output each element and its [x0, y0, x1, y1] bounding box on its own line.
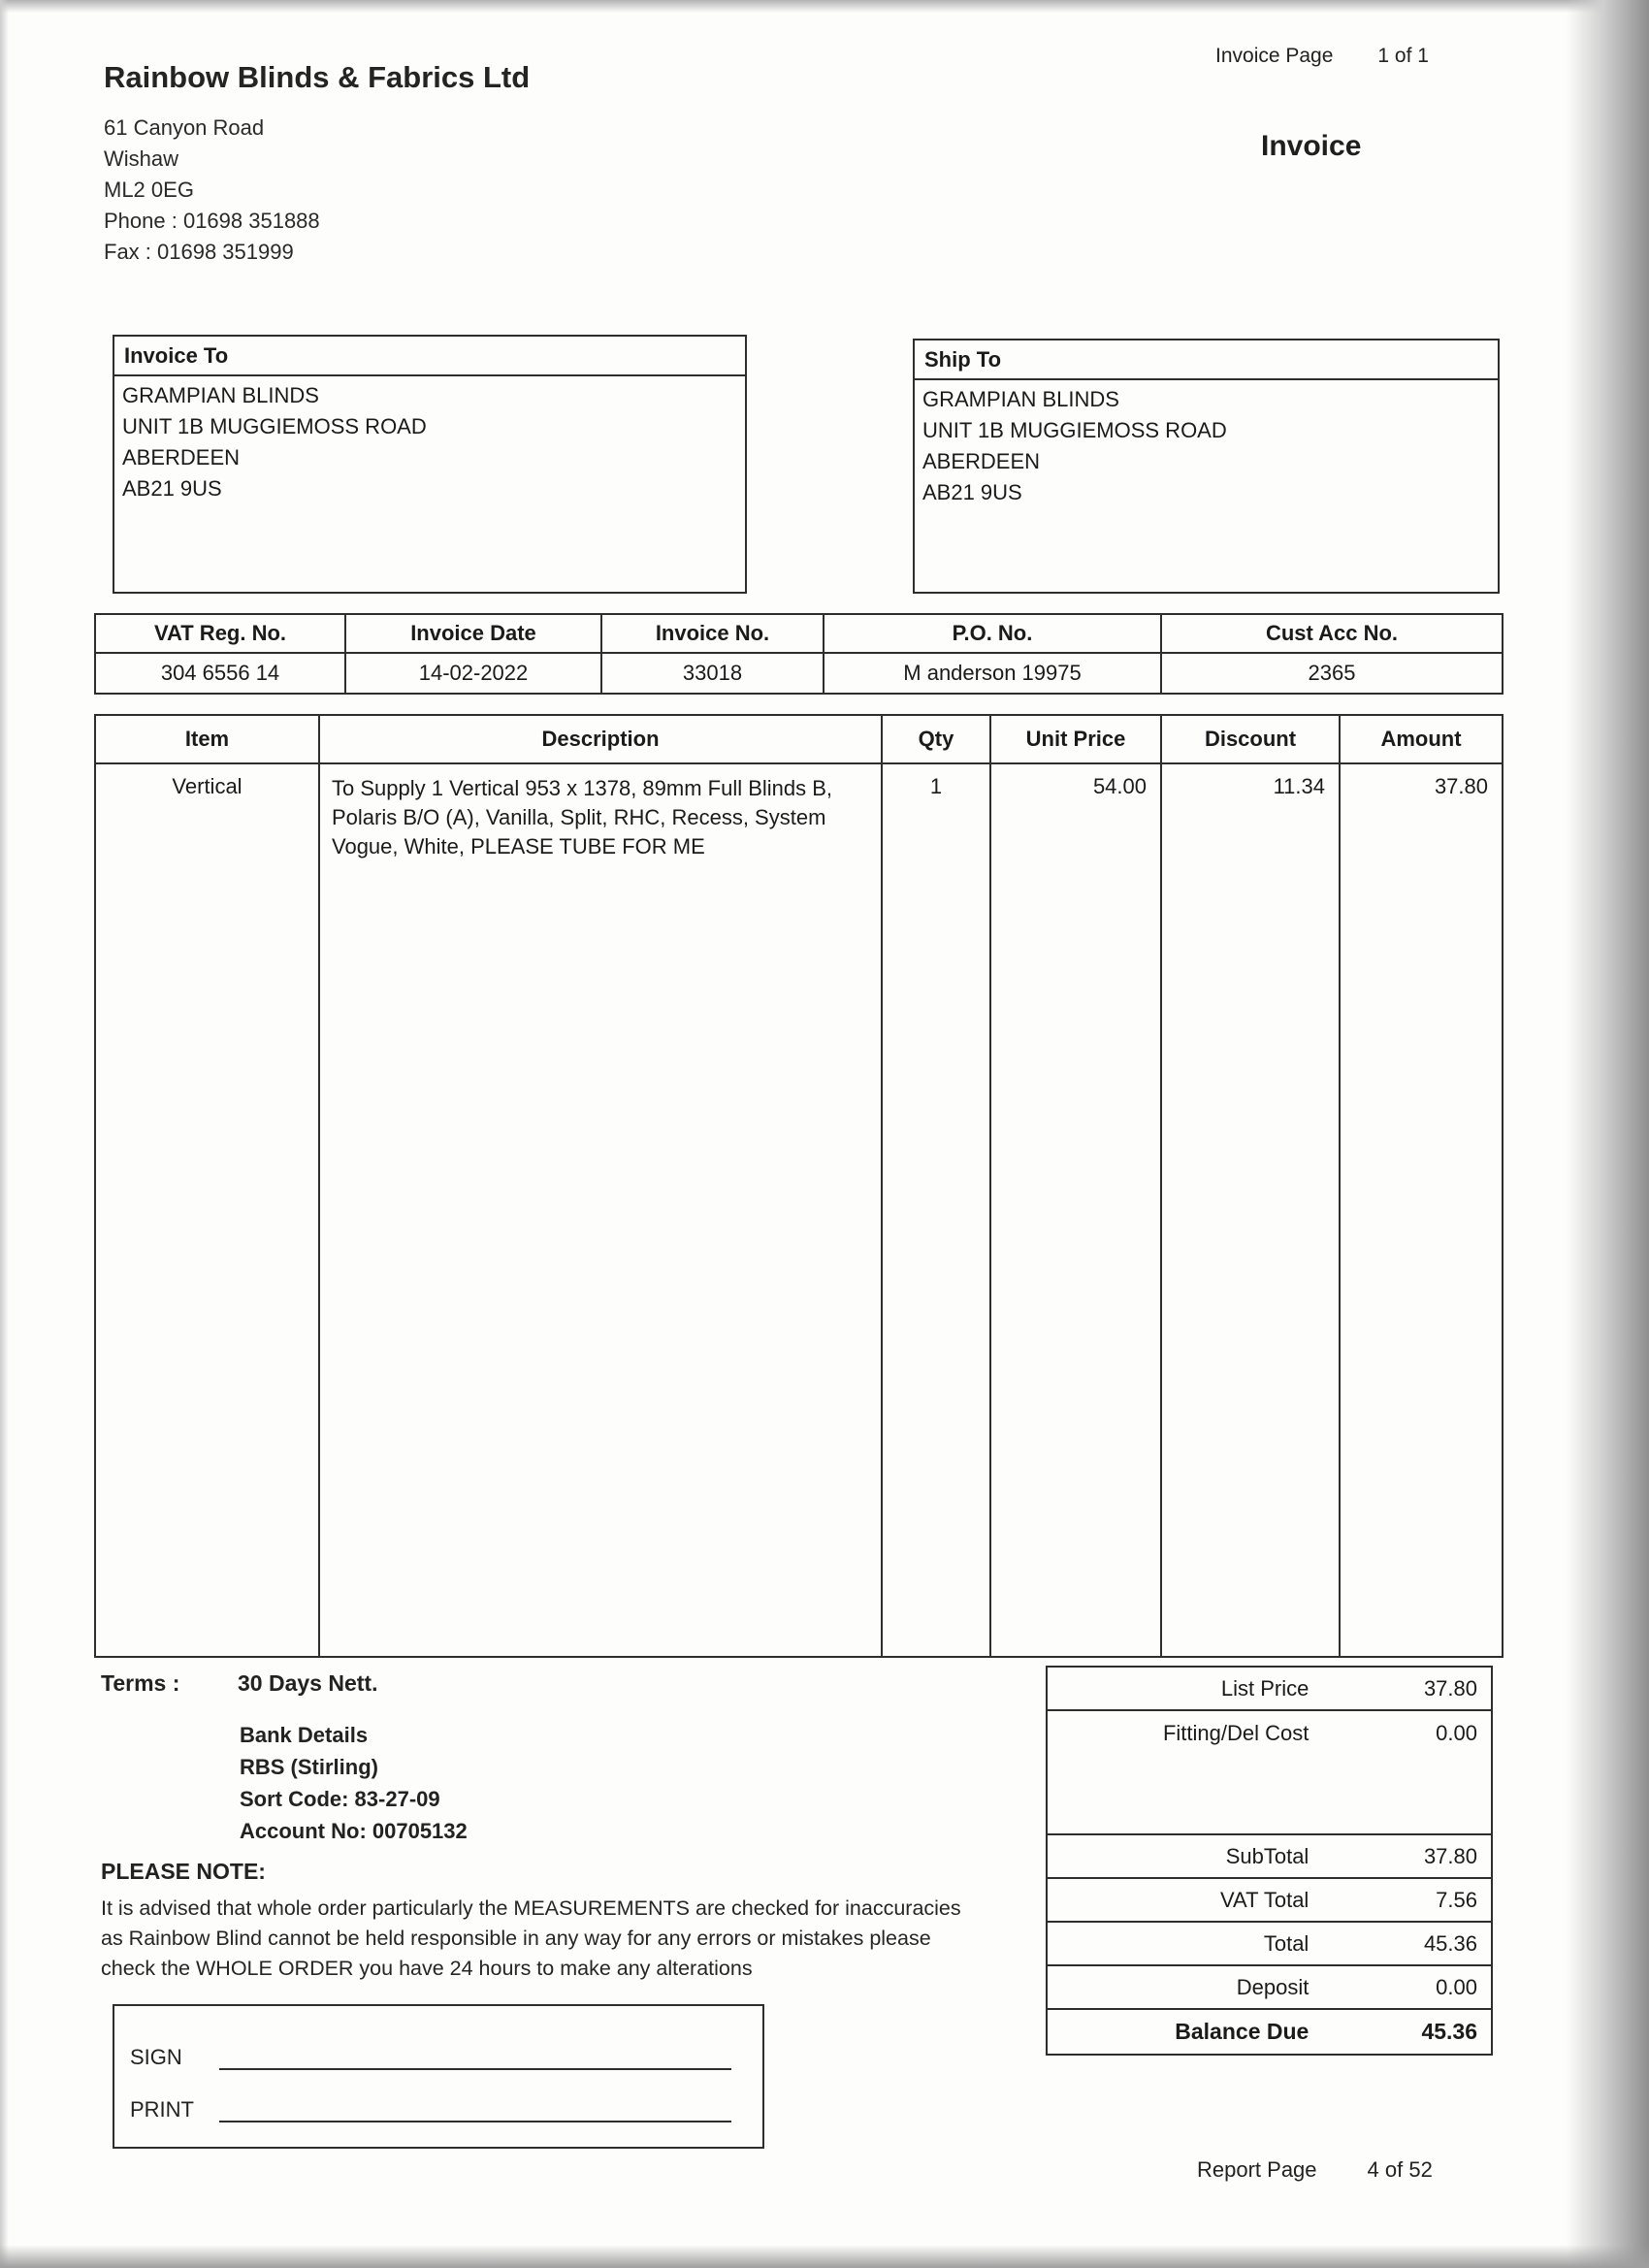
print-label: PRINT — [130, 2097, 194, 2122]
item-cell-unit-price: 54.00 — [991, 764, 1162, 1656]
bank-sort-code: Sort Code: 83-27-09 — [240, 1787, 440, 1811]
bank-details — [240, 1719, 468, 1847]
company-address-line1: 61 Canyon Road — [104, 115, 265, 140]
items-header-discount: Discount — [1162, 716, 1341, 762]
company-address-line3: ML2 0EG — [104, 178, 194, 202]
item-cell-description: To Supply 1 Vertical 953 x 1378, 89mm Full Blinds B, Polaris B/O (A), Vanilla, Split, RHC, Recess, System Vogue, White, PLEASE TUBE FOR ME — [320, 764, 883, 1656]
items-header-row — [96, 716, 1502, 764]
item-cell-discount: 11.34 — [1162, 764, 1341, 1656]
company-address — [104, 113, 320, 268]
info-value-cust-acc: 2365 — [1308, 661, 1356, 685]
bank-details-title: Bank Details — [240, 1723, 369, 1747]
totals-row-list-price — [1048, 1668, 1491, 1711]
company-phone: Phone : 01698 351888 — [104, 209, 320, 233]
invoice-page-info — [1215, 45, 1429, 68]
print-row — [130, 2080, 743, 2122]
invoice-to-line: UNIT 1B MUGGIEMOSS ROAD — [122, 414, 427, 438]
totals-row-total — [1048, 1923, 1491, 1966]
items-header-qty: Qty — [883, 716, 991, 762]
ship-to-line: ABERDEEN — [922, 449, 1041, 473]
totals-row-vat — [1048, 1879, 1491, 1923]
totals-row-subtotal — [1048, 1835, 1491, 1879]
items-header-amount: Amount — [1380, 727, 1462, 751]
company-name: Rainbow Blinds & Fabrics Ltd — [104, 60, 531, 94]
info-header-vat-reg: VAT Reg. No. — [96, 615, 346, 654]
item-cell-amount: 37.80 — [1434, 774, 1488, 798]
deposit-label: Deposit — [1236, 1974, 1310, 1999]
total-value: 45.36 — [1423, 1930, 1477, 1956]
terms-label: Terms : — [101, 1670, 180, 1696]
info-header-invoice-date: Invoice Date — [346, 615, 602, 654]
total-label: Total — [1263, 1930, 1310, 1956]
report-page-value: 4 of 52 — [1367, 2157, 1433, 2182]
info-table-value-row — [96, 654, 1502, 693]
sign-label: SIGN — [130, 2045, 182, 2069]
item-cell-qty: 1 — [883, 764, 991, 1656]
items-header-item: Item — [96, 716, 320, 762]
ship-to-line: UNIT 1B MUGGIEMOSS ROAD — [922, 418, 1227, 442]
vat-total-label: VAT Total — [1220, 1887, 1310, 1912]
balance-due-label: Balance Due — [1175, 2019, 1310, 2044]
deposit-value: 0.00 — [1436, 1974, 1477, 1999]
totals-row-fitting — [1048, 1711, 1491, 1755]
signature-box — [113, 2004, 764, 2149]
scan-edge-right — [1567, 0, 1649, 2268]
ship-to-line: AB21 9US — [922, 480, 1022, 504]
totals-spacer — [1048, 1755, 1491, 1835]
invoice-to-address — [114, 376, 745, 508]
invoice-page-value: 1 of 1 — [1377, 45, 1429, 67]
subtotal-label: SubTotal — [1225, 1843, 1310, 1868]
scan-edge-bottom — [0, 2245, 1649, 2268]
fitting-value: 0.00 — [1436, 1720, 1477, 1745]
company-fax: Fax : 01698 351999 — [104, 240, 294, 264]
info-table-header-row — [96, 615, 1502, 654]
info-value-vat-reg: 304 6556 14 — [96, 654, 346, 693]
invoice-to-box — [113, 335, 747, 594]
terms-row — [101, 1670, 377, 1697]
info-header-cust-acc: Cust Acc No. — [1162, 615, 1502, 654]
balance-due-value: 45.36 — [1421, 2019, 1477, 2044]
vat-total-value: 7.56 — [1436, 1887, 1477, 1912]
info-header-invoice-no: Invoice No. — [602, 615, 824, 654]
info-value-invoice-date: 14-02-2022 — [346, 654, 602, 693]
totals-row-balance-due — [1048, 2010, 1491, 2054]
invoice-to-label: Invoice To — [114, 337, 745, 376]
bank-name: RBS (Stirling) — [240, 1755, 378, 1779]
items-header-unit-price: Unit Price — [991, 716, 1162, 762]
ship-to-label: Ship To — [915, 340, 1498, 380]
report-page-info — [1197, 2157, 1433, 2183]
info-header-po-no: P.O. No. — [824, 615, 1162, 654]
invoice-to-line: ABERDEEN — [122, 445, 241, 470]
invoice-info-table — [94, 613, 1504, 695]
info-value-po-no: M anderson 19975 — [824, 654, 1162, 693]
list-price-value: 37.80 — [1423, 1675, 1477, 1701]
note-title: PLEASE NOTE: — [101, 1859, 266, 1884]
scan-edge-left — [0, 0, 9, 2268]
ship-to-line: GRAMPIAN BLINDS — [922, 387, 1119, 411]
invoice-page-label: Invoice Page — [1215, 45, 1334, 67]
sign-row — [130, 2027, 743, 2070]
print-line — [219, 2080, 731, 2122]
line-items-table — [94, 714, 1504, 1658]
invoice-to-line: GRAMPIAN BLINDS — [122, 383, 319, 407]
items-header-description: Description — [320, 716, 883, 762]
items-body-row — [96, 764, 1502, 1656]
subtotal-value: 37.80 — [1423, 1843, 1477, 1868]
ship-to-box — [913, 339, 1500, 594]
company-address-line2: Wishaw — [104, 146, 179, 171]
sign-line — [219, 2027, 731, 2070]
totals-row-deposit — [1048, 1966, 1491, 2010]
bank-account-no: Account No: 00705132 — [240, 1819, 468, 1843]
invoice-to-line: AB21 9US — [122, 476, 222, 501]
info-value-invoice-no: 33018 — [602, 654, 824, 693]
scan-edge-top — [0, 0, 1649, 13]
totals-box — [1046, 1666, 1493, 2056]
invoice-title: Invoice — [1261, 130, 1362, 162]
item-cell-item: Vertical — [96, 764, 320, 1656]
report-page-label: Report Page — [1197, 2157, 1317, 2182]
fitting-label: Fitting/Del Cost — [1162, 1720, 1310, 1745]
ship-to-address — [915, 380, 1498, 512]
note-body: It is advised that whole order particularly the MEASUREMENTS are checked for inaccuracies as Rainbow Blind cannot be held responsible in any way for any errors or mistakes please check the WHOLE ORDER you have 24 hours to make any alterations — [101, 1896, 961, 1980]
terms-value: 30 Days Nett. — [238, 1670, 378, 1696]
list-price-label: List Price — [1220, 1675, 1310, 1701]
